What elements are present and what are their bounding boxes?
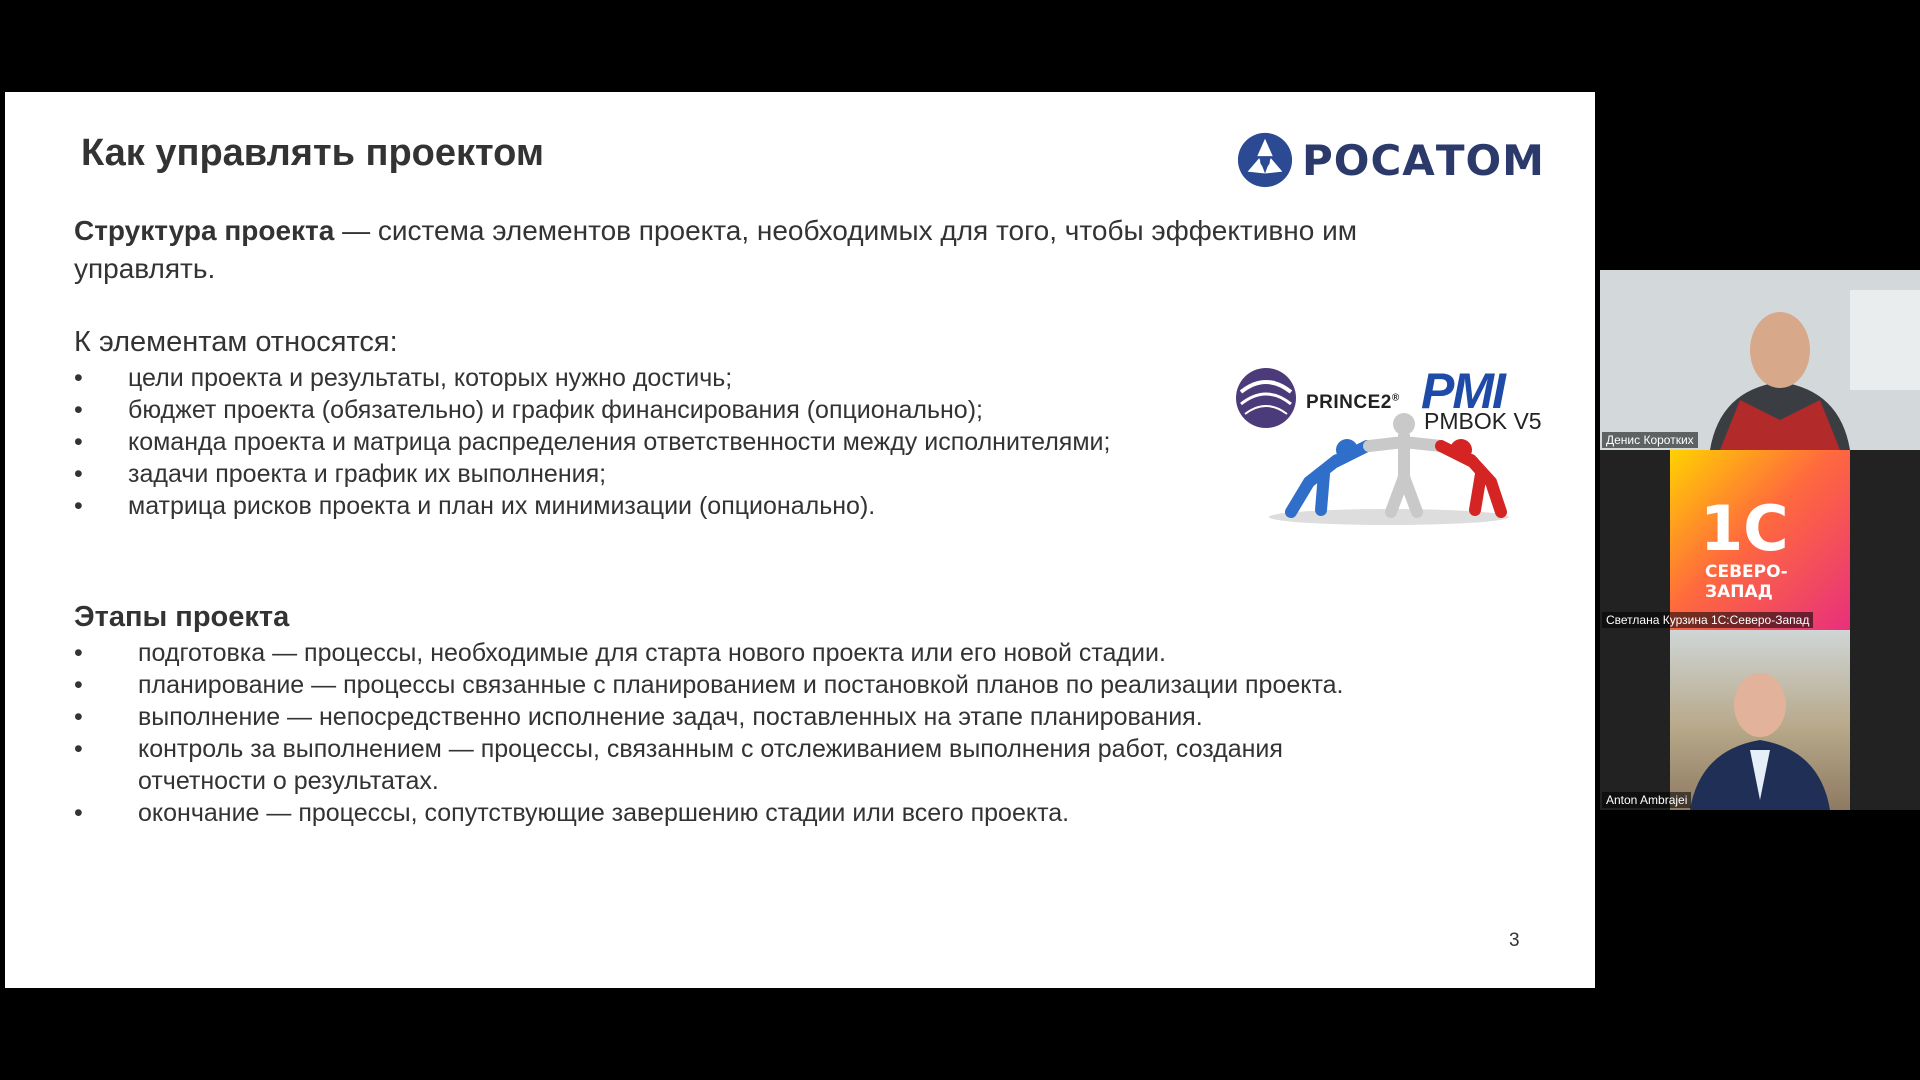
rosatom-logo [1236, 130, 1545, 190]
list-item: • команда проекта и матрица распределения ответственности между исполнителями; [74, 428, 1111, 456]
pmi-logo-text: PMI [1421, 363, 1504, 419]
elements-heading: К элементам относятся: [74, 326, 398, 358]
participant-video-icon [1670, 630, 1850, 810]
slide-title: Как управлять проектом [81, 132, 544, 174]
participant-video-icon [1600, 270, 1920, 450]
participant-name: Светлана Курзина 1С:Северо-Запад [1602, 612, 1813, 628]
pmbok-label: PMBOK V5 [1424, 408, 1542, 434]
stages-heading: Этапы проекта [74, 601, 290, 633]
stages-list [74, 637, 1398, 829]
participants-panel [1600, 270, 1920, 810]
list-item: • бюджет проекта (обязательно) и график финансирования (опционально); [74, 396, 983, 424]
list-item: • цели проекта и результаты, которых нужно достичь; [74, 364, 733, 392]
rosatom-atom-icon [1236, 131, 1294, 189]
participant-tile[interactable] [1600, 270, 1920, 450]
participant-name: Anton Ambrajei [1602, 792, 1691, 808]
structure-definition [74, 212, 1474, 288]
list-item: • подготовка — процессы, необходимые для старта нового проекта или его новой стадии. [74, 639, 1166, 667]
structure-term: Структура проекта [74, 215, 335, 246]
methodologies-illustration [1229, 362, 1542, 532]
list-item: • матрица рисков проекта и план их минимизации (опционально). [74, 492, 876, 520]
structure-description: — система элементов проекта, необходимых для того, чтобы эффективно им управлять. [74, 215, 1357, 284]
participant-tile[interactable] [1600, 630, 1920, 810]
list-item: • выполнение — непосредственно исполнение задач, поставленных на этапе планирования. [74, 703, 1203, 731]
list-item: • окончание — процессы, сопутствующие завершению стадии или всего проекта. [74, 799, 1070, 827]
participant-name: Денис Коротких [1602, 432, 1698, 448]
presentation-slide [5, 92, 1595, 988]
1c-logo-icon: 1С СЕВЕРО-ЗАПАД [1670, 450, 1850, 630]
participant-tile[interactable] [1600, 450, 1920, 630]
list-item: • планирование — процессы связанные с планированием и постановкой планов по реализации проекта. [74, 671, 1344, 699]
page-number: 3 [1509, 930, 1520, 951]
list-item: • задачи проекта и график их выполнения; [74, 460, 607, 488]
elements-list [74, 362, 1110, 522]
rosatom-logo-text: РОСАТОМ [1302, 135, 1545, 185]
list-item: • контроль за выполнением — процессы, связанным с отслеживанием выполнения работ, создания отчетности о результатах. [74, 735, 1283, 795]
prince2-swirl-icon [1236, 368, 1296, 428]
prince2-label: PRINCE2® [1306, 392, 1400, 413]
